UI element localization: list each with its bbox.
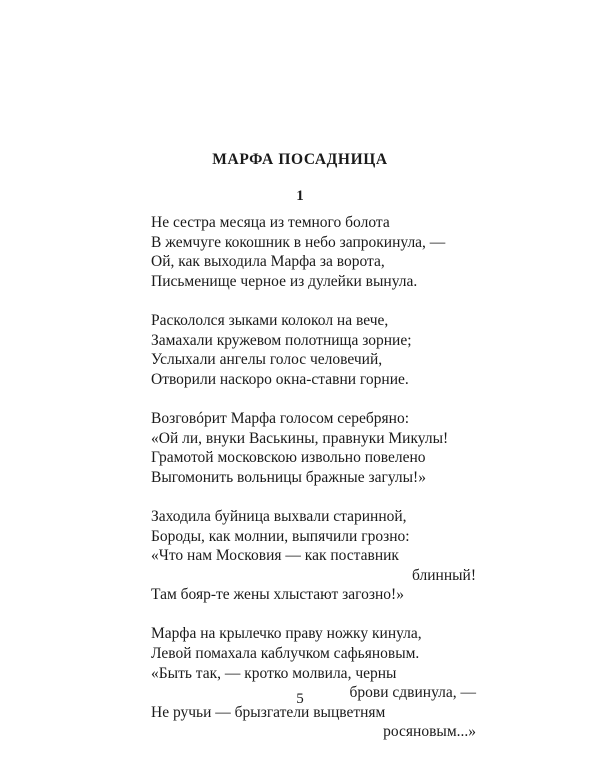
poem-line: Там бояр-те жены хлыстают загозно!» (151, 586, 404, 604)
stanza (151, 409, 476, 487)
stanza (151, 624, 476, 742)
poem-line: брови сдвинула, — (349, 684, 476, 702)
poem-title: МАРФА ПОСАДНИЦА (212, 151, 388, 168)
poem-line: Выгомонить вольницы бражные загулы!» (151, 468, 426, 486)
poem-line: Заходила буйница выхвали старинной, (151, 507, 407, 525)
poem-line: Бороды, как молнии, выпячили грозно: (151, 527, 410, 545)
page-number: 5 (296, 691, 304, 707)
poem-line: «Быть так, — кротко молвила, черны (151, 664, 397, 682)
poem-line: «Ой ли, внуки Васькины, правнуки Микулы! (151, 429, 449, 447)
poem-line: «Что нам Московия — как поставник (151, 547, 399, 565)
poem-line: Услыхали ангелы голос человечий, (151, 351, 383, 369)
poem-line: Не сестра месяца из темного болота (151, 214, 390, 231)
poem-line: В жемчуге кокошник в небо запрокинула, — (151, 233, 446, 251)
poem-line: Левой помахала каблучком сафьяновым. (151, 645, 420, 663)
poem-line: Марфа на крылечко праву ножку кинула, (151, 625, 422, 643)
stanza (151, 311, 476, 389)
poem-line: росяновым...» (383, 723, 476, 741)
stanza (151, 213, 476, 291)
poem-line: Замахали кружевом полотнища зорние; (151, 331, 412, 349)
poem-line: Письменище черное из дулейки вынула. (151, 272, 418, 290)
poem-line: Ой, как выходила Марфа за ворота, (151, 253, 385, 271)
poem-line: Отворили наскоро окна-ставни горние. (151, 370, 409, 388)
poem-body (151, 213, 476, 762)
section-number: 1 (296, 188, 304, 204)
poem-line: блинный! (412, 566, 476, 584)
stanza (151, 507, 476, 605)
poem-line: Грамотой московскою извольно повелено (151, 449, 426, 467)
poem-line: Не ручьи — брызгатели выцветням (151, 703, 386, 721)
poem-line: Раскололся зыками колокол на вече, (151, 311, 389, 329)
poem-line: Возговóрит Марфа голосом серебряно: (151, 409, 410, 427)
